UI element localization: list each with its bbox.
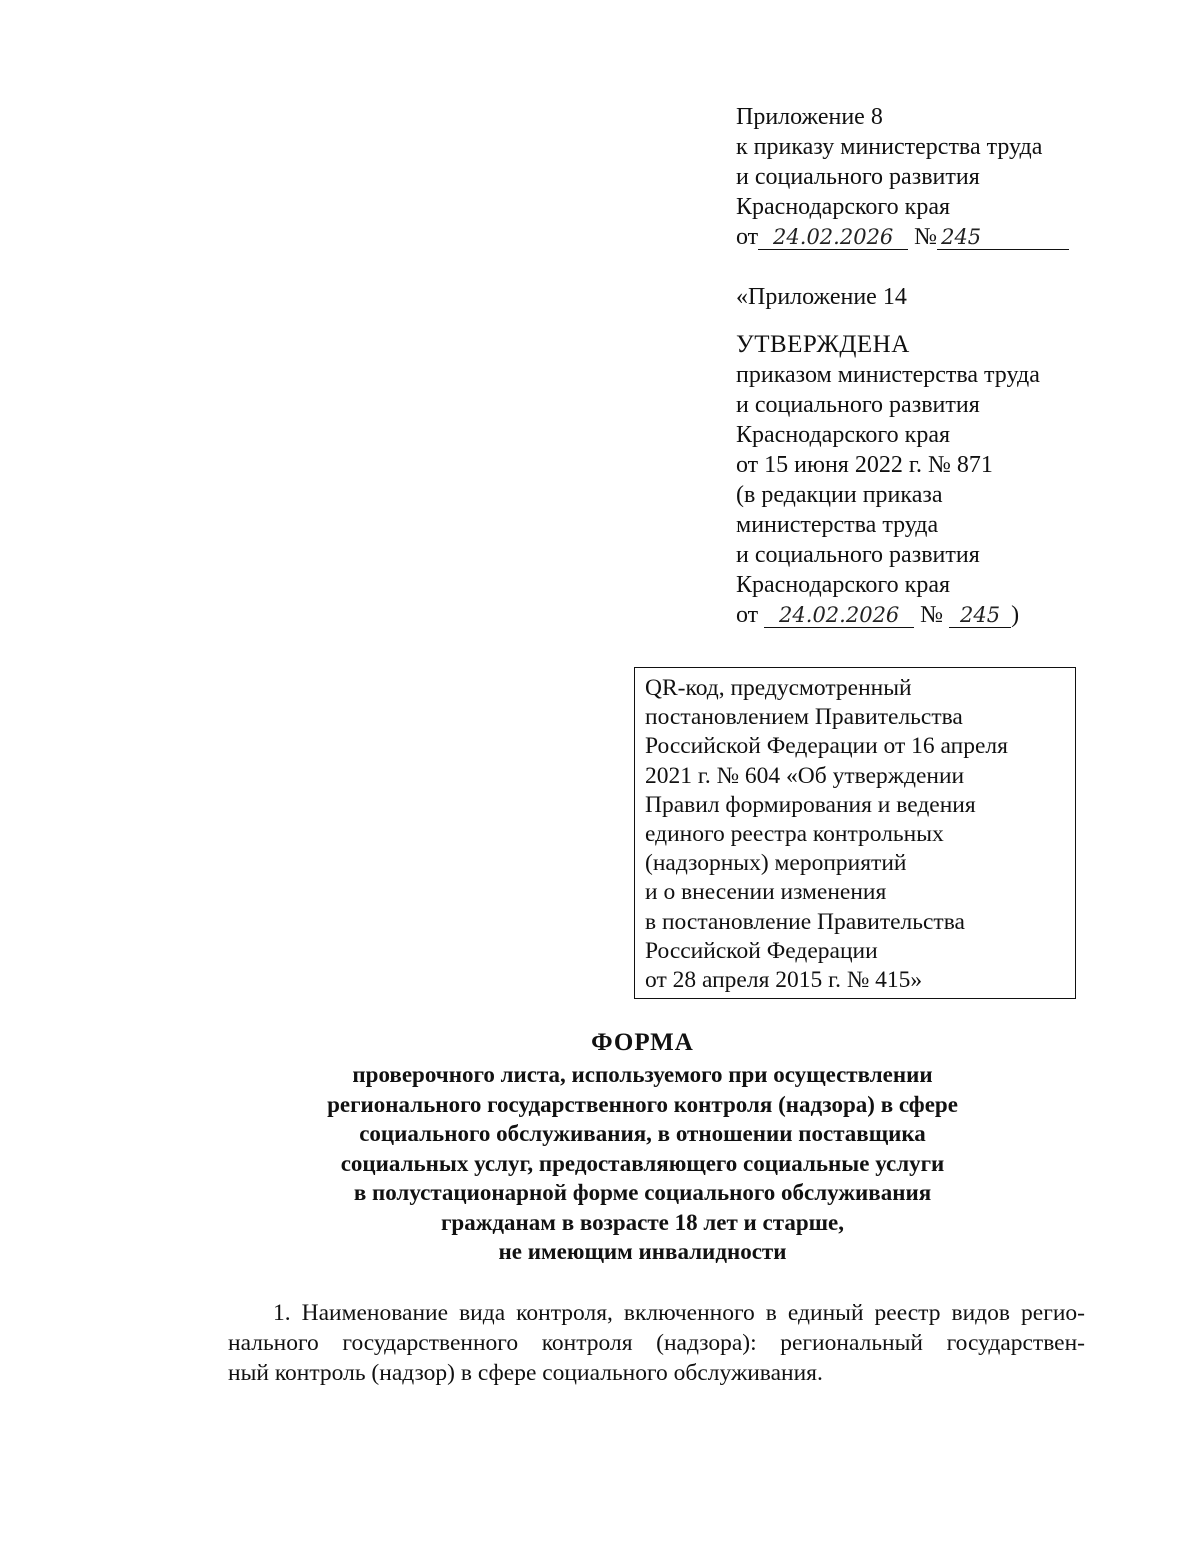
- annex-14-header: [736, 282, 907, 312]
- approved-block: [736, 330, 1040, 630]
- annex-8-title: Приложение 8: [736, 104, 883, 130]
- date-prefix: от: [736, 602, 759, 628]
- number-prefix: №: [920, 602, 944, 628]
- qr-note-line: Российской Федерации: [645, 937, 878, 964]
- form-heading: ФОРМА: [591, 1029, 694, 1056]
- annex-8-line: Краснодарского края: [736, 194, 951, 220]
- annex-14-title: «Приложение 14: [736, 284, 907, 310]
- approved-line: министерства труда: [736, 512, 939, 538]
- approved-line: Краснодарского края: [736, 422, 951, 448]
- approved-line: Краснодарского края: [736, 572, 951, 598]
- handwritten-date: 24.02.2026: [764, 603, 914, 628]
- form-subtitle-line: социальных услуг, предоставляющего социальные услуги: [340, 1150, 945, 1176]
- approved-line: и социального развития: [736, 392, 980, 418]
- qr-note-line: постановлением Правительства: [645, 704, 963, 731]
- form-subtitle-line: гражданам в возрасте 18 лет и старше,: [440, 1209, 845, 1235]
- paragraph-line: нального государственного контроля (надзора): региональный государствен-: [228, 1330, 1085, 1356]
- number-prefix: №: [914, 224, 938, 250]
- handwritten-date: 24.02.2026: [758, 225, 908, 250]
- form-subtitle-line: не имеющим инвалидности: [498, 1239, 787, 1264]
- approved-line: от 15 июня 2022 г. № 871: [736, 452, 993, 478]
- qr-note-line: и о внесении изменения: [645, 879, 887, 906]
- qr-note-line: Российской Федерации от 16 апреля: [645, 733, 1008, 760]
- annex-8-date-line: [736, 222, 1069, 252]
- qr-note-line: от 28 апреля 2015 г. № 415»: [645, 967, 923, 994]
- annex-8-header: [736, 102, 1069, 252]
- form-subtitle-line: в полустационарной форме социального обслуживания: [353, 1180, 932, 1205]
- qr-code-box: [634, 667, 1076, 999]
- approved-heading: УТВЕРЖДЕНА: [736, 331, 910, 358]
- approved-line: и социального развития: [736, 542, 980, 568]
- form-subtitle-line: проверочного листа, используемого при осуществлении: [352, 1062, 933, 1087]
- qr-note-line: 2021 г. № 604 «Об утверждении: [645, 762, 965, 789]
- qr-note-line: в постановление Правительства: [645, 908, 965, 935]
- form-subtitle-line: регионального государственного контроля (надзора) в сфере: [327, 1091, 958, 1117]
- handwritten-number: 245: [949, 603, 1011, 628]
- form-subtitle-line: социального обслуживания, в отношении поставщика: [359, 1121, 926, 1146]
- approved-line: (в редакции приказа: [736, 482, 943, 508]
- qr-note-line: единого реестра контрольных: [645, 821, 944, 848]
- qr-note-line: Правил формирования и ведения: [645, 791, 976, 818]
- annex-8-line: и социального развития: [736, 164, 980, 190]
- date-prefix: от: [736, 224, 759, 250]
- paragraph-1: [228, 1298, 1085, 1388]
- closing-paren: ): [1011, 602, 1020, 628]
- qr-note-line: QR-код, предусмотренный: [645, 675, 912, 701]
- approved-date-line: [736, 600, 1040, 630]
- paragraph-line: 1. Наименование вида контроля, включенного в единый реестр видов регио-: [273, 1300, 1085, 1326]
- annex-8-line: к приказу министерства труда: [736, 134, 1043, 160]
- form-title-block: [200, 1026, 1085, 1267]
- paragraph-line: ный контроль (надзор) в сфере социального обслуживания.: [228, 1360, 823, 1386]
- approved-line: приказом министерства труда: [736, 362, 1040, 388]
- qr-code-note: [645, 674, 1008, 995]
- qr-note-line: (надзорных) мероприятий: [645, 850, 907, 877]
- handwritten-number: 245: [937, 225, 1069, 250]
